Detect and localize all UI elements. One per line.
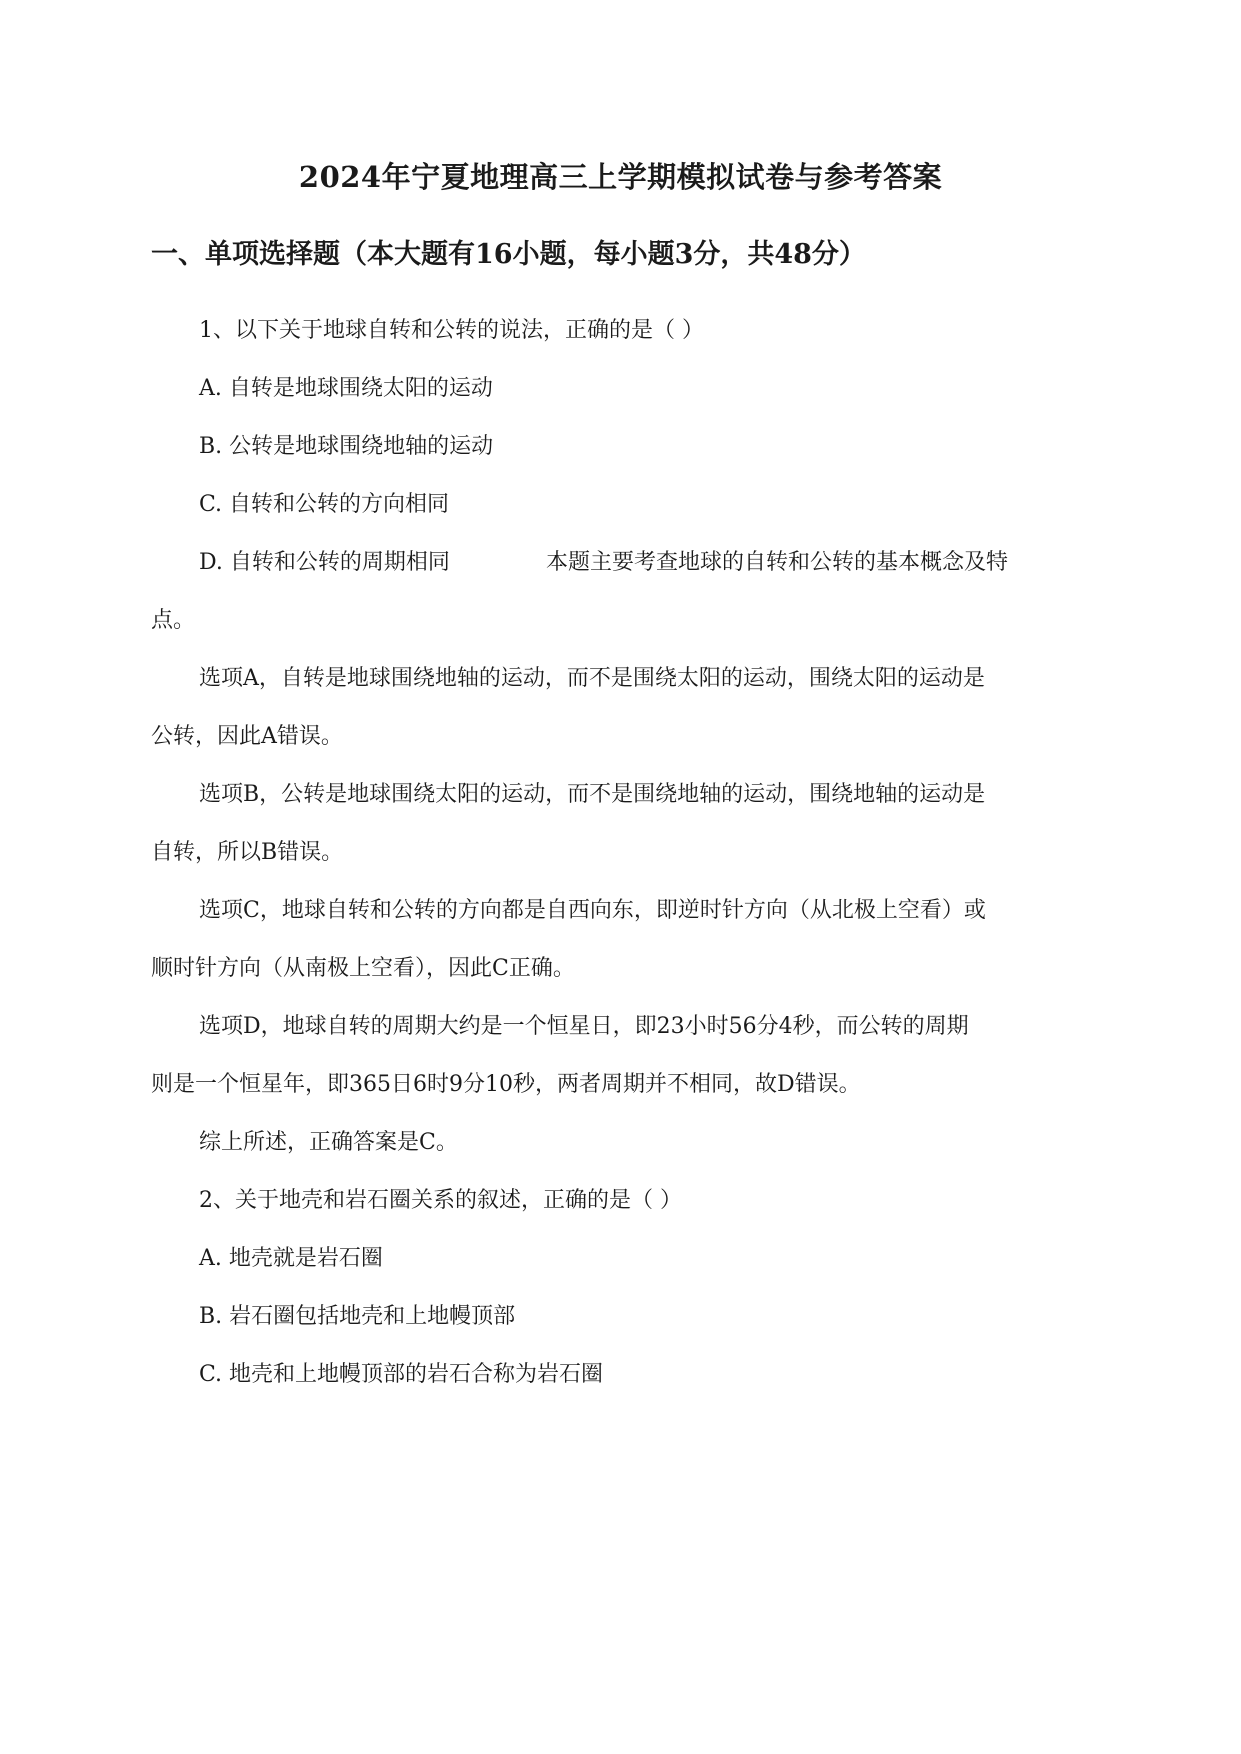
question-1-stem: 1、以下关于地球自转和公转的说法，正确的是（ ）	[199, 318, 704, 343]
question-1-analysis-a: 选项A，自转是地球围绕地轴的运动，而不是围绕太阳的运动，围绕太阳的运动是	[199, 666, 985, 691]
question-1-analysis-intro: 本题主要考查地球的自转和公转的基本概念及特	[546, 550, 1009, 575]
question-1-analysis-intro-cont: 点。	[151, 608, 196, 633]
question-1-conclusion: 综上所述，正确答案是C。	[199, 1130, 458, 1155]
question-1-option-c: C. 自转和公转的方向相同	[199, 492, 450, 517]
question-1-analysis-a-cont: 公转，因此A错误。	[151, 724, 343, 749]
question-2-stem: 2、关于地壳和岩石圈关系的叙述，正确的是（ ）	[199, 1188, 682, 1213]
question-2-option-a: A. 地壳就是岩石圈	[199, 1246, 383, 1271]
section-title: 一、单项选择题（本大题有16小题，每小题3分，共48分）	[151, 239, 866, 270]
question-1-analysis-d: 选项D，地球自转的周期大约是一个恒星日，即23小时56分4秒，而公转的周期	[199, 1014, 969, 1039]
question-1-option-b: B. 公转是地球围绕地轴的运动	[199, 434, 494, 459]
question-1-analysis-b-cont: 自转，所以B错误。	[151, 840, 344, 865]
question-1-analysis-c-cont: 顺时针方向（从南极上空看），因此C正确。	[151, 956, 575, 981]
question-1-analysis-b: 选项B，公转是地球围绕太阳的运动，而不是围绕地轴的运动，围绕地轴的运动是	[199, 782, 986, 807]
document-title: 2024年宁夏地理高三上学期模拟试卷与参考答案	[298, 160, 943, 194]
question-1-option-a: A. 自转是地球围绕太阳的运动	[199, 376, 493, 401]
question-1-option-d: D. 自转和公转的周期相同	[199, 550, 450, 575]
question-1-analysis-c: 选项C，地球自转和公转的方向都是自西向东，即逆时针方向（从北极上空看）或	[199, 898, 986, 923]
question-1-analysis-d-cont: 则是一个恒星年，即365日6时9分10秒，两者周期并不相同，故D错误。	[151, 1072, 861, 1097]
question-2-option-b: B. 岩石圈包括地壳和上地幔顶部	[199, 1304, 516, 1329]
question-2-option-c: C. 地壳和上地幔顶部的岩石合称为岩石圈	[199, 1362, 604, 1387]
